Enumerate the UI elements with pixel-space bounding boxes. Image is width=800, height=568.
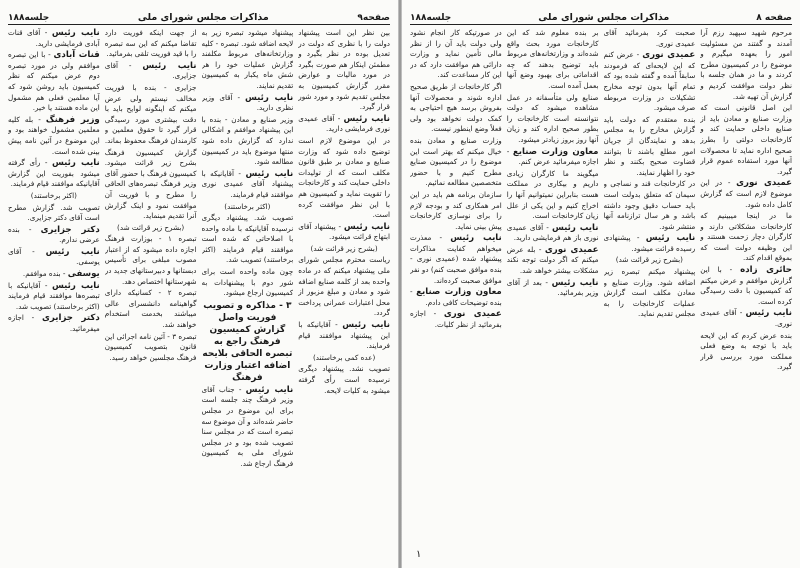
speaker-paragraph: معاون وزارت صنایع - اجازه میفرمائید عرض کنم.: [506, 146, 599, 167]
paragraph-text: بعد از آقای وزیر بفرمائید.: [506, 277, 599, 298]
text-column: [8, 28, 100, 546]
paragraph-text: گزارش کمیسیون فرهنگ بشرح زیر قرائت میشود. کمیسیون فرهنگ با حضور آقای وزیر فرهنگ تبصره‌های الحاقی را مطرح و با فوریت آن موافقت نمود و اینک گزارش آنرا تقدیم مینماید.: [104, 147, 197, 221]
paragraph: [410, 28, 502, 81]
speaker-paragraph: نایب رئیس - رأی گرفته میشود بفوریت این گزارش آقایانیکه موافقند قیام فرمایند.: [8, 158, 100, 189]
text-column: [604, 28, 696, 546]
paragraph: [700, 28, 792, 102]
speaker-paragraph: نایب رئیس - آقای عمیدی نوری فرمایشی دارید.: [298, 113, 390, 134]
paragraph-text: تبصره ۲ - کسانیکه دارای گواهینامه دانشسرای عالی میباشند بخدمت استخدام خواهند شد.: [104, 288, 197, 330]
paragraph-text: مرحوم شهید سپهبد رزم آرا آمدند و گفتند من مسئولیت امور را بعهده میگیرم و موضوع را در کمیسیون مطرح کردند و ما در همان جلسه با نظر دولت موافقت کردیم و گزارش آن تهیه شد.: [700, 28, 792, 101]
speaker-paragraph: نایب رئیس - پیشنهادی رسیده قرائت میشود.: [603, 233, 696, 253]
page-left: [0, 0, 398, 568]
paragraph: [298, 255, 390, 319]
speaker-paragraph: یوسفی - بنده موافقم.: [22, 269, 100, 280]
paragraph-text: بنده معتقدم که دولت باید گزارش مخارج را به مجلس بدهد و نمایندگان از جریان امور مطلع باشند تا بتوانند قضاوت صحیح بکنند و نظر خود را اظهار نمایند.: [603, 114, 696, 177]
paragraph-text: آقای عمیدی نوری فرمایشی دارید.: [298, 113, 390, 134]
speaker-name: عمیدی نوری: [544, 244, 599, 255]
paragraph-text: آقایانیکه با این پیشنهاد موافقند قیام فرمایند.: [298, 320, 390, 351]
speaker-name: معاون وزارت صنایع: [416, 287, 502, 298]
speaker-name: نایب رئیس: [245, 92, 294, 103]
speaker-paragraph: نایب رئیس - آقای یوسفی.: [8, 246, 100, 267]
paragraph: [202, 267, 294, 299]
paragraph-text: آقای جزایری.: [104, 60, 197, 81]
paragraph-text: پیشنهاد میکنم تبصره زیر اضافه شود. وزارت صنایع و معادن مکلف است گزارش عملیات کارخانجات را به مجلس تقدیم نماید.: [603, 267, 696, 319]
procedural-note: (بشرح زیر قرائت شد): [615, 255, 683, 265]
procedural-note: (بشرح زیر قرائت شد): [117, 222, 185, 232]
speaker-paragraph: قنات آبادی - با این تبصره موافقم ولی در مورد تبصره دوم عرض میکنم که نظر کمیسیون باید روشن شود که آیا معلمین فعلی هم مشمول این ماده هستند یا خیر.: [8, 50, 100, 113]
speaker-paragraph: نایب رئیس - آقای قنات آبادی فرمایشی دارید.: [8, 28, 100, 48]
speaker-name: یوسفی: [67, 269, 100, 280]
speaker-paragraph: نایب رئیس - آقایانیکه با این پیشنهاد موافقند قیام فرمایند.: [298, 320, 390, 351]
paragraph: [700, 331, 792, 373]
paragraph-text: با این گزارش موافقم و عرض میکنم که کمیسیون با دقت رسیدگی کرده است.: [700, 265, 792, 306]
paragraph-text: صحبت کرد بفرمائید آقای عمیدی نوری.: [603, 28, 696, 48]
speaker-name: نایب رئیس: [245, 384, 294, 395]
paragraph-text: عرض کنم که این لایحه‌ای که فرمودند سابقاً آمده و گفته شده بود که تمام آنها بدون توجه مخارج تشکیلات در وزارت مربوطه صرف میشود.: [603, 50, 696, 113]
paragraph: [410, 190, 502, 232]
paragraph-text: بر بنده معلوم شد که این کارخانجات مورد بحث واقع شده‌اند و وزارتخانه‌های مربوط باید توضیح بدهند که چه اقداماتی برای بهبود وضع آنها بعمل آمده است.: [506, 28, 599, 90]
text-column: [507, 28, 599, 546]
paragraph: [507, 93, 599, 146]
text-column: [700, 28, 792, 546]
paragraph-text: بله عرض میکنم که اگر دولت توجه نکند مشکلات بیشتر خواهد شد.: [506, 244, 599, 276]
paragraph: [604, 267, 696, 320]
paragraph: [8, 203, 100, 224]
paragraph-text: آقای قنات آبادی فرمایشی دارید.: [8, 28, 100, 48]
paragraph-text: جناب آقای وزیر فرهنگ چند جلسه است برای این موضوع در مجلس حاضر شده‌اند و آن موضوع سه تبصره است که در مجلس سنا تصویب شده بود و در مجلس شورای ملی به کمیسیون فرهنگ ارجاع شد.: [201, 384, 294, 468]
speaker-paragraph: نایب رئیس - آقای وزیر نظری دارید.: [201, 92, 294, 113]
speaker-name: وزیر فرهنگ: [45, 114, 100, 125]
paragraph-text: صنایع ولی متأسفانه در عمل مشاهده میشود که دولت نتوانسته است کارخانجات را بطور صحیح اداره کند و زیان آنها روز بروز زیادتر میشود.: [506, 92, 599, 144]
header-rule: [410, 24, 792, 25]
page-header: [8, 9, 390, 23]
paragraph-text: اجازه میفرمائید.: [8, 313, 100, 334]
paragraph: [298, 364, 390, 396]
paragraph-text: بنده موافقم.: [22, 269, 61, 279]
paragraph-text: رأی گرفته میشود بفوریت این گزارش آقایانیکه موافقند قیام فرمایند.: [8, 158, 100, 189]
paragraph: [700, 211, 792, 264]
paragraph-text: آقایانیکه با پیشنهاد آقای عمیدی نوری موافقند قیام فرمایند.: [201, 168, 294, 199]
paragraph-text: آقای یوسفی.: [8, 246, 100, 267]
footer-mark: ۱: [416, 549, 422, 560]
session-number: جلسه۱۸۸: [410, 13, 452, 23]
page-number: صفحه۹: [357, 13, 390, 23]
paragraph-text: تبصره ۱ - بوزارت فرهنگ اجازه داده میشود که از اعتبار مصوب مبلغی برای تأسیس دبستانها و دبیرستانهای جدید در شهرستانها اختصاص دهد.: [104, 234, 197, 286]
procedural-note: (اکثر برخاستند): [224, 201, 271, 211]
section-heading: ۳ - مذاکره و تصویب فوریت واصل گزارش کمیسیون فرهنگ راجع به تبصره الحاقی بلایحه اضافه اعتبار وزارت فرهنگ: [202, 300, 293, 383]
paragraph: [105, 83, 197, 147]
speaker-name: نایب رئیس: [245, 168, 294, 179]
speaker-paragraph: دکتر جزایری - بنده عرضی ندارم.: [8, 224, 100, 245]
text-column: [410, 28, 502, 546]
speaker-paragraph: نایب رئیس - جناب آقای وزیر فرهنگ چند جلسه است برای این موضوع در مجلس حاضر شده‌اند و آن موضوع سه تبصره است که در مجلس سنا تصویب شده بود و در مجلس شورای ملی به کمیسیون فرهنگ ارجاع شد.: [201, 384, 294, 468]
speaker-name: عمیدی نوری: [443, 309, 502, 320]
speaker-name: نایب رئیس: [342, 320, 390, 331]
paragraph-text: تصویب شد. گزارش مطرح است آقای دکتر جزایری.: [8, 202, 100, 223]
paragraph-text: در این موضوع لازم است که گزارش کامل داده شود.: [700, 178, 792, 209]
speaker-name: عمیدی نوری: [642, 50, 696, 61]
paragraph: [202, 115, 294, 168]
speaker-paragraph: عمیدی نوری - اجازه بفرمائید از نظر کلیات.: [410, 309, 502, 330]
paragraph-text: تصویب نشد. پیشنهاد دیگری نرسیده است رأی گرفته میشود به کلیات لایحه.: [298, 364, 390, 395]
speaker-name: نایب رئیس: [343, 221, 390, 232]
paragraph-text: در کارخانجات قند و نساجی و سیمان که متعلق بدولت است باید حساب دقیق وجود داشته باشد و هر سال ترازنامه آنها منتشر شود.: [603, 179, 696, 231]
paragraph: [604, 115, 696, 179]
paragraph: [410, 82, 502, 135]
paragraph-text: تبصره ۳ - آئین نامه اجرائی این قانون بتصویب کمیسیون فرهنگ مجلسین خواهد رسید.: [104, 331, 197, 362]
page-number: صفحه ۸: [756, 13, 792, 23]
speaker-paragraph: نایب رئیس - آقای جزایری.: [104, 60, 197, 81]
text-column: [105, 28, 197, 546]
paragraph-text: پیشنهادی رسیده قرائت میشود.: [603, 233, 696, 253]
speaker-name: معاون وزارت صنایع: [512, 146, 599, 157]
header-rule: [8, 24, 390, 25]
paragraph-text: اجازه بفرمائید از نظر کلیات.: [410, 309, 502, 330]
speaker-name: نایب رئیس: [551, 277, 599, 288]
paragraph-text: اجازه میفرمائید عرض کنم.: [518, 157, 599, 167]
paragraph-text: از جهت اینکه فوریت دارد تقاضا میکنم که این سه تبصره را با قید فوریت تلقی بفرمائید.: [104, 28, 197, 59]
page-right: [402, 0, 800, 568]
speaker-name: نایب رئیس: [51, 280, 100, 291]
speaker-paragraph: عمیدی نوری - بله عرض میکنم که اگر دولت توجه نکند مشکلات بیشتر خواهد شد.: [506, 244, 599, 276]
speaker-paragraph: وزیر فرهنگ - بله کلیه معلمین مشمول خواهند بود و این موضوع در آئین نامه پیش بینی شده است.: [8, 114, 100, 156]
paragraph-text: این اصل قانونی است که وزارت صنایع و معادن باید از صنایع داخلی حمایت کند و کارخانجات دولتی را بطرز صحیح اداره نماید تا محصولات آنها مورد استفاده عموم قرار گیرد.: [700, 103, 792, 176]
paragraph-text: سازمان برنامه هم باید در این امر همکاری کند و بودجه لازم را برای نوسازی کارخانجات پیش بینی نماید.: [410, 189, 502, 231]
speaker-name: حائری زاده: [740, 265, 792, 276]
page-header: [410, 9, 792, 23]
paragraph: [298, 136, 390, 221]
paragraph: [105, 28, 197, 60]
paragraph-text: وزیر صنایع و معادن - بنده با این پیشنهاد موافقم و اشکالی ندارد که گزارش داده شود منتها موضوع باید در کمیسیون مطالعه شود.: [201, 114, 294, 167]
speaker-paragraph: عمیدی نوری - عرض کنم که این لایحه‌ای که فرمودند سابقاً آمده و گفته شده بود که تمام آنها بدون توجه مخارج تشکیلات در وزارت مربوطه صرف میشود.: [603, 50, 696, 113]
text-column: [298, 28, 390, 546]
speaker-name: نایب رئیس: [645, 233, 696, 244]
text-column: [202, 28, 294, 546]
speaker-name: نایب رئیس: [745, 308, 792, 319]
paragraph-text: در این موضوع لازم است توضیح داده شود که وزارت صنایع و معادن بر طبق قانون مکلف است که از تولیدات داخلی حمایت کند و کارخانجات را تقویت نماید و کمیسیون هم با این نظر موافقت کرده است.: [298, 135, 390, 220]
session-number: جلسه۱۸۸: [8, 13, 50, 23]
paragraph-text: در صورتیکه کار انجام نشود ولی دولت باید آن را از نظر مالی تأمین نماید و وزارت دارائی هم موافقت دارد که در این کار مساعدت کند.: [410, 28, 502, 80]
speaker-name: قنات آبادی: [53, 50, 100, 61]
paragraph: [507, 169, 599, 222]
paragraph: [604, 28, 696, 49]
paragraph-text: اگر کارخانجات از طریق صحیح اداره شوند و محصولات آنها بفروش برسد هیچ احتیاجی به کمک دولت نخواهد بود ولی فعلاً وضع اینطور نیست.: [410, 81, 502, 134]
procedural-note: (بشرح زیر قرائت شد): [310, 243, 378, 253]
paragraph-text: بنده عرضی ندارم.: [8, 224, 100, 245]
columns: [410, 28, 792, 546]
paragraph-text: پیشنهاد میشود تبصره زیر به لایحه اضافه شود. تبصره - کلیه وزارتخانه‌های مربوط مکلفند گزارش عملیات خود را هر شش ماه یکبار به کمیسیون تقدیم نمایند.: [201, 28, 294, 90]
speaker-paragraph: نایب رئیس - پیشنهاد آقای ابتهاج قرائت میشود.: [298, 221, 390, 242]
paragraph-text: ما در اینجا میبینیم که کارخانجات مشکلاتی دارند و کارگران دچار زحمت هستند و این وظیفه دولت است که بموقع اقدام کند.: [700, 211, 792, 263]
speaker-paragraph: نایب رئیس - بعد از آقای وزیر بفرمائید.: [506, 277, 599, 298]
speaker-paragraph: نایب رئیس - آقایانیکه با پیشنهاد آقای عمیدی نوری موافقند قیام فرمایند.: [201, 168, 294, 199]
publication-title: مذاکرات مجلس شورای ملی: [538, 12, 670, 23]
procedural-note: (اکثر برخاستند): [30, 190, 77, 200]
speaker-name: نایب رئیس: [343, 113, 390, 124]
paragraph-text: وزارت صنایع و معادن بنده خیال میکنم که بهتر است این موضوع را در کمیسیون صنایع مطرح کنیم و با حضور متخصصین مطالعه نمائیم.: [410, 135, 502, 188]
paragraph: [298, 28, 390, 113]
paragraph-text: چون ماده واحده است برای شور دوم با پیشنهادات به کمیسیون ارجاع میشود.: [201, 267, 294, 298]
paragraph: [105, 332, 197, 364]
speaker-name: نایب رئیس: [45, 246, 100, 257]
speaker-paragraph: دکتر جزایری - اجازه میفرمائید.: [8, 313, 100, 334]
paragraph: [700, 103, 792, 177]
paragraph-text: ریاست محترم مجلس شورای ملی پیشنهاد میکنم که در ماده واحده بعد از کلمه صنایع اضافه شود و معادن و مبلغ مزبور از محل اعتبارات عمرانی پرداخت گردد.: [298, 255, 390, 318]
speaker-paragraph: حائری زاده - با این گزارش موافقم و عرض میکنم که کمیسیون با دقت رسیدگی کرده است.: [700, 265, 792, 306]
paragraph: [410, 136, 502, 189]
procedural-note: (عده کمی برخاستند): [312, 352, 376, 362]
speaker-paragraph: نایب رئیس - آقای عمیدی نوری باز هم فرمایشی دارید.: [506, 222, 599, 243]
paragraph: [202, 213, 294, 266]
publication-title: مذاکرات مجلس شورای ملی: [137, 12, 269, 23]
paragraph: [604, 179, 696, 232]
speaker-paragraph: نایب رئیس - معذرت میخواهم کفایت مذاکرات پیشنهاد شده (عمیدی نوری - بنده موافق صحبت کنم) دو نفر موافق صحبت کرده‌اند.: [410, 233, 502, 285]
speaker-name: دکتر جزایری: [40, 224, 100, 235]
speaker-name: نایب رئیس: [450, 233, 502, 244]
speaker-name: نایب رئیس: [552, 222, 599, 233]
paragraph: [105, 288, 197, 330]
speaker-name: عمیدی نوری: [736, 178, 792, 189]
paragraph-text: بنده توضیحات کافی دادم.: [425, 297, 502, 307]
speaker-name: نایب رئیس: [51, 28, 100, 38]
paragraph-text: جزایری - بنده با فوریت مخالف نیستم ولی عرض میکنم که اینگونه لوایح باید با دقت بیشتری مورد رسیدگی قرار گیرد تا حقوق معلمین و کارمندان فرهنگ محفوظ بماند.: [104, 82, 197, 145]
speaker-paragraph: نایب رئیس - آقایانیکه با تبصره‌ها موافقند قیام فرمایند (اکثر برخاستند) تصویب شد.: [8, 280, 100, 311]
paragraph-text: تصویب شد. پیشنهاد دیگری نرسیده آقایانیکه با ماده واحده با اصلاحاتی که شده است موافقند قیام فرمایند (اکثر برخاستند) تصویب شد.: [201, 213, 294, 265]
paragraph: [105, 234, 197, 287]
paragraph: [202, 28, 294, 92]
paragraph-text: بین نظر این است پیشنهاد دولت را با نظری که دولت در تعدیل بوده در نظر بگیرد و مطمئن اینکار هم صورت بگیرد در مورد مالیات و عوارض مقرر گزارش کمیسیون به مجلس تقدیم شود و مورد شور قرار گیرد.: [298, 28, 390, 112]
paragraph-text: بله کلیه معلمین مشمول خواهند بود و این موضوع در آئین نامه پیش بینی شده است.: [8, 114, 100, 156]
paragraph: [507, 28, 599, 92]
columns: [8, 28, 390, 546]
speaker-paragraph: معاون وزارت صنایع - بنده توضیحات کافی دادم.: [410, 287, 502, 307]
paragraph-text: معذرت میخواهم کفایت مذاکرات پیشنهاد شده (عمیدی نوری - بنده موافق صحبت کنم) دو نفر موافق صحبت کرده‌اند.: [410, 233, 502, 285]
paragraph-text: آقای عمیدی نوری.: [700, 308, 792, 329]
paragraph-text: آقای وزیر نظری دارید.: [201, 92, 294, 113]
speaker-paragraph: نایب رئیس - آقای عمیدی نوری.: [700, 308, 792, 329]
speaker-name: دکتر جزایری: [42, 313, 100, 324]
speaker-name: نایب رئیس: [51, 158, 100, 169]
speaker-paragraph: عمیدی نوری - در این موضوع لازم است که گزارش کامل داده شود.: [700, 178, 792, 209]
paragraph-text: با این تبصره موافقم ولی در مورد تبصره دوم عرض میکنم که نظر کمیسیون باید روشن شود که آیا معلمین فعلی هم مشمول این ماده هستند یا خیر.: [8, 50, 100, 113]
paragraph-text: آقای عمیدی نوری باز هم فرمایشی دارید.: [506, 222, 599, 243]
paragraph-text: میگویند ما کارگران زیادی داریم و بیکاری در مملکت هست بنابراین نمیتوانیم آنها را اخراج کنیم و این یکی از علل زیان کارخانجات است.: [506, 168, 599, 221]
paragraph-text: بنده عرض کردم که این لایحه باید با توجه به وضع فعلی مملکت مورد بررسی قرار گیرد.: [700, 330, 792, 372]
paragraph-text: آقایانیکه با تبصره‌ها موافقند قیام فرمایند (اکثر برخاستند) تصویب شد.: [8, 280, 100, 311]
speaker-name: نایب رئیس: [142, 60, 197, 71]
paragraph: [105, 148, 197, 222]
paragraph-text: پیشنهاد آقای ابتهاج قرائت میشود.: [298, 221, 390, 242]
